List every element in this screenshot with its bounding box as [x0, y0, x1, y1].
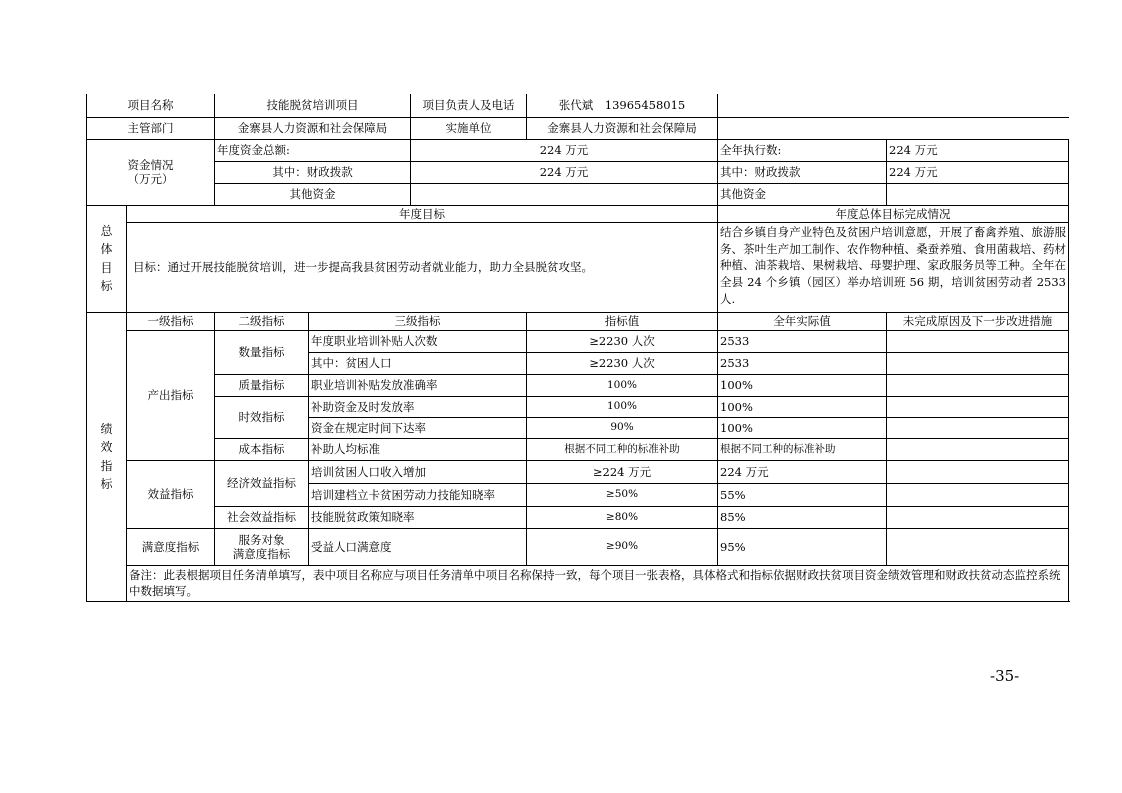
- funds-other-row: [87, 183, 1069, 205]
- fiscal-label: 其中：财政拨款: [215, 161, 411, 183]
- funds-label-line1: 资金情况: [127, 157, 174, 172]
- reason-cell: [887, 330, 1069, 352]
- performance-evaluation-table: [86, 94, 1069, 602]
- target-cell: 根据不同工种的标准补助: [527, 438, 718, 460]
- indicator-cell: 职业培训补贴发放准确率: [309, 374, 527, 396]
- project-leader-label: 项目负责人及电话: [411, 94, 527, 117]
- target-cell: ≥80%: [527, 506, 718, 528]
- reason-cell: [887, 460, 1069, 483]
- actual-cell: 2533: [718, 352, 887, 374]
- dept-value: 金寨县人力资源和社会保障局: [215, 117, 411, 139]
- other-value: [411, 183, 718, 205]
- actual-cell: 224 万元: [718, 460, 887, 483]
- benefit-indicator-label: 效益指标: [127, 460, 215, 528]
- actual-cell: 2533: [718, 330, 887, 352]
- level1-header: 一级指标: [127, 312, 215, 330]
- indicator-cell: 补助资金及时发放率: [309, 396, 527, 417]
- table-row: [87, 330, 1069, 352]
- performance-side-char: 指: [100, 458, 113, 473]
- project-name-value: 技能脱贫培训项目: [215, 94, 411, 117]
- annual-total-label: 年度资金总额:: [215, 139, 411, 161]
- indicator-cell: 受益人口满意度: [309, 528, 527, 565]
- actual-cell: 95%: [718, 528, 887, 565]
- cost-indicator-label: 成本指标: [215, 438, 309, 460]
- satisfaction-indicator-label: 满意度指标: [127, 528, 215, 565]
- target-cell: ≥2230 人次: [527, 330, 718, 352]
- indicator-cell: 其中：贫困人口: [309, 352, 527, 374]
- overall-side-char: 标: [100, 279, 113, 294]
- performance-header-row: [87, 312, 1069, 330]
- reason-cell: [887, 352, 1069, 374]
- service-label-line1: 服务对象: [238, 532, 285, 547]
- level2-header: 二级指标: [215, 312, 309, 330]
- timeliness-indicator-label: 时效指标: [215, 396, 309, 438]
- annual-total-value: 224 万元: [411, 139, 718, 161]
- indicator-cell: 资金在规定时间下达率: [309, 417, 527, 438]
- service-label-line2: 满意度指标: [232, 546, 291, 561]
- social-indicator-label: 社会效益指标: [215, 506, 309, 528]
- actual-cell: 85%: [718, 506, 887, 528]
- overall-side-label: [87, 205, 127, 312]
- completion-text: 结合乡镇自身产业特色及贫困户培训意愿，开展了畜禽养殖、旅游服务、茶叶生产加工制作、农作物种植、桑蚕养殖、食用菌栽培、药材种植、油茶栽培、果树栽培、母婴护理、家政服务员等工种。全年在全县 24 个乡镇（园区）举办培训班 56 期，培训贫困劳动者 2533 人.: [718, 222, 1069, 312]
- exec-value: 224 万元: [887, 139, 1069, 161]
- indicator-cell: 补助人均标准: [309, 438, 527, 460]
- reason-cell: [887, 506, 1069, 528]
- project-name-row: [87, 94, 1069, 117]
- table-row: [87, 528, 1069, 565]
- actual-cell: 根据不同工种的标准补助: [718, 438, 887, 460]
- overall-header-row: [87, 205, 1069, 222]
- other-label: 其他资金: [215, 183, 411, 205]
- reason-cell: [887, 528, 1069, 565]
- performance-side-char: 绩: [100, 421, 113, 436]
- actual-cell: 55%: [718, 483, 887, 506]
- level3-header: 三级指标: [309, 312, 527, 330]
- note-text: 备注：此表根据项目任务清单填写，表中项目名称应与项目任务清单中项目名称保持一致，每个项目一张表格，具体格式和指标依据财政扶贫项目资金绩效管理和财政扶贫动态监控系统中数据填写。: [127, 565, 1069, 601]
- impl-label: 实施单位: [411, 117, 527, 139]
- economic-indicator-label: 经济效益指标: [215, 460, 309, 506]
- target-cell: ≥90%: [527, 528, 718, 565]
- funds-fiscal-row: [87, 161, 1069, 183]
- project-name-label: 项目名称: [87, 94, 215, 117]
- funds-label-line2: （万元）: [127, 172, 174, 186]
- indicator-cell: 技能脱贫政策知晓率: [309, 506, 527, 528]
- indicator-cell: 年度职业培训补贴人次数: [309, 330, 527, 352]
- table-row: [87, 396, 1069, 417]
- table-row: [87, 460, 1069, 483]
- reason-cell: [887, 483, 1069, 506]
- target-cell: 90%: [527, 417, 718, 438]
- fiscal-exec-label: 其中：财政拨款: [718, 161, 887, 183]
- overall-side-char: 体: [100, 242, 113, 257]
- fiscal-exec-value: 224 万元: [887, 161, 1069, 183]
- quantity-indicator-label: 数量指标: [215, 330, 309, 374]
- funds-total-row: [87, 139, 1069, 161]
- table-row: [87, 506, 1069, 528]
- overall-side-char: 目: [100, 260, 113, 275]
- fiscal-value: 224 万元: [411, 161, 718, 183]
- exec-label: 全年执行数:: [718, 139, 887, 161]
- reason-cell: [887, 417, 1069, 438]
- performance-side-label: [87, 312, 127, 601]
- table-row: [87, 374, 1069, 396]
- dept-label: 主管部门: [87, 117, 215, 139]
- actual-header: 全年实际值: [718, 312, 887, 330]
- target-cell: 100%: [527, 396, 718, 417]
- completion-header: 年度总体目标完成情况: [718, 205, 1069, 222]
- reason-header: 未完成原因及下一步改进措施: [887, 312, 1069, 330]
- other-exec-label: 其他资金: [718, 183, 887, 205]
- output-indicator-label: 产出指标: [127, 330, 215, 460]
- quality-indicator-label: 质量指标: [215, 374, 309, 396]
- performance-side-char: 标: [100, 477, 113, 492]
- reason-cell: [887, 438, 1069, 460]
- target-cell: 100%: [527, 374, 718, 396]
- funds-label: [87, 139, 215, 205]
- overall-side-char: 总: [100, 223, 113, 238]
- reason-cell: [887, 396, 1069, 417]
- overall-content-row: [87, 222, 1069, 312]
- indicator-cell: 培训建档立卡贫困劳动力技能知晓率: [309, 483, 527, 506]
- reason-cell: [887, 374, 1069, 396]
- blank-cell: [718, 94, 1069, 117]
- actual-cell: 100%: [718, 417, 887, 438]
- other-exec-value: [887, 183, 1069, 205]
- actual-cell: 100%: [718, 396, 887, 417]
- performance-side-char: 效: [100, 440, 113, 455]
- impl-value: 金寨县人力资源和社会保障局: [527, 117, 718, 139]
- target-cell: ≥50%: [527, 483, 718, 506]
- target-header: 指标值: [527, 312, 718, 330]
- indicator-cell: 培训贫困人口收入增加: [309, 460, 527, 483]
- target-cell: ≥2230 人次: [527, 352, 718, 374]
- service-indicator-label: [215, 528, 309, 565]
- project-leader-value: 张代斌 13965458015: [527, 94, 718, 117]
- annual-goal-header: 年度目标: [127, 205, 718, 222]
- table-row: [87, 438, 1069, 460]
- page-number: -35-: [990, 667, 1020, 685]
- annual-goal-text: 目标：通过开展技能脱贫培训，进一步提高我县贫困劳动者就业能力，助力全县脱贫攻坚。: [127, 222, 718, 312]
- actual-cell: 100%: [718, 374, 887, 396]
- department-row: [87, 117, 1069, 139]
- target-cell: ≥224 万元: [527, 460, 718, 483]
- blank-cell: [718, 117, 1069, 139]
- note-row: [87, 565, 1069, 601]
